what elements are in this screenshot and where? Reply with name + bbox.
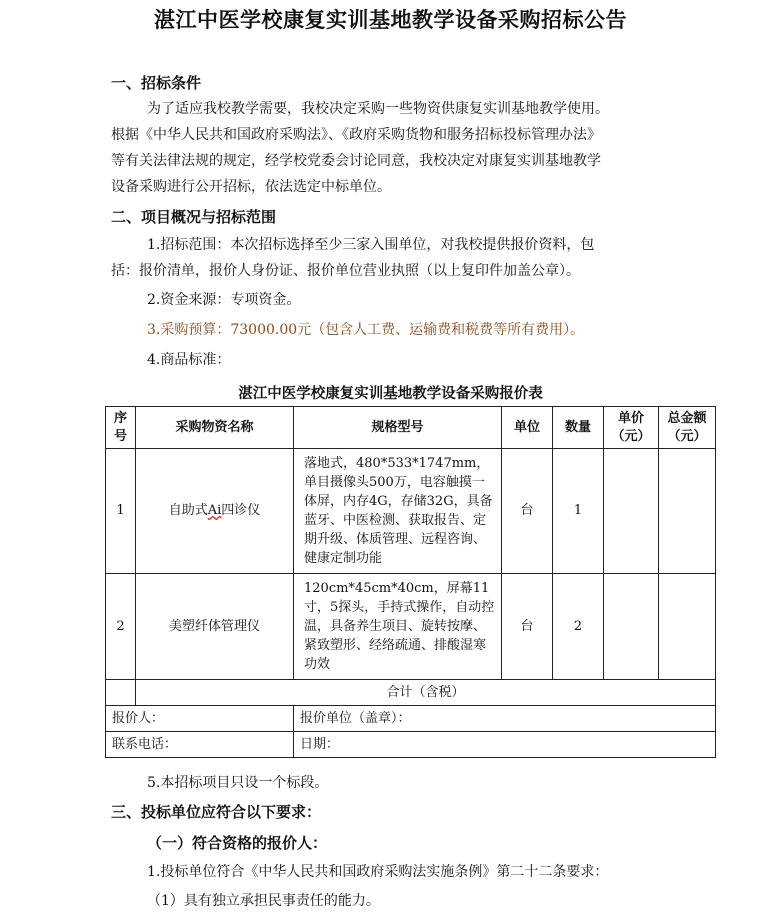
paragraph-line: （1）具有独立承担民事责任的能力。 — [147, 893, 380, 909]
paragraph-line: 为了适应我校教学需要，我校决定采购一些物资供康复实训基地教学使用。 — [147, 101, 609, 117]
quoter-row — [106, 706, 716, 732]
header-unit: 单位 — [502, 407, 553, 449]
name-part: 四诊仪 — [221, 503, 261, 518]
row-unit: 台 — [502, 574, 553, 680]
document-title: 湛江中医学校康复实训基地教学设备采购招标公告 — [154, 8, 627, 32]
section-heading-2: 二、项目概况与招标范围 — [111, 208, 277, 226]
row-seq: 1 — [106, 449, 136, 574]
row-spec: 落地式，480*533*1747mm，单目摄像头500万，电容触摸一体屏，内存4G，存储32G，具备蓝牙、中医检测、获取报告、定期升级、体质管理、远程咨询、健康定制功能 — [294, 449, 502, 574]
name-part: 自助式 — [168, 503, 208, 518]
quote-table — [105, 406, 716, 758]
section-heading-3: 三、投标单位应符合以下要求： — [111, 803, 322, 821]
quote-unit-label: 报价单位（盖章）： — [294, 706, 716, 732]
table-header-row — [106, 407, 716, 449]
subsection-heading: （一）符合资格的报价人： — [147, 834, 328, 852]
paragraph-line: 1.招标范围：本次招标选择至少三家入围单位，对我校提供报价资料，包 — [147, 237, 595, 253]
paragraph-line: 括：报价清单，报价人身份证、报价单位营业执照（以上复印件加盖公章）。 — [111, 263, 580, 279]
row-unit: 台 — [502, 449, 553, 574]
table-caption: 湛江中医学校康复实训基地教学设备采购报价表 — [238, 386, 543, 402]
row-price — [604, 449, 659, 574]
row-total — [659, 574, 716, 680]
quoter-label: 报价人： — [106, 706, 294, 732]
header-spec: 规格型号 — [294, 407, 502, 449]
row-qty: 1 — [553, 449, 604, 574]
paragraph-line: 4.商品标准： — [147, 352, 231, 368]
header-name: 采购物资名称 — [136, 407, 294, 449]
row-seq: 2 — [106, 574, 136, 680]
table-row — [106, 574, 716, 680]
date-label: 日期： — [294, 732, 716, 758]
row-spec: 120cm*45cm*40cm，屏幕11寸，5探头，手持式操作，自动控温，具备养生项目、旋转按摩、紧致塑形、经络疏通、排酸湿寒功效 — [294, 574, 502, 680]
section-heading-1: 一、招标条件 — [111, 74, 202, 92]
header-qty: 数量 — [553, 407, 604, 449]
phone-row — [106, 732, 716, 758]
paragraph-line: 等有关法律法规的规定，经学校党委会讨论同意，我校决定对康复实训基地教学 — [111, 153, 601, 169]
row-name — [136, 449, 294, 574]
paragraph-line: 5.本招标项目只设一个标段。 — [147, 775, 329, 791]
paragraph-line: 根据《中华人民共和国政府采购法》、《政府采购货物和服务招标投标管理办法》 — [111, 127, 601, 143]
paragraph-line: 1.投标单位符合《中华人民共和国政府采购法实施条例》第二十二条要求： — [147, 864, 609, 880]
row-name: 美塑纤体管理仪 — [136, 574, 294, 680]
row-total — [659, 449, 716, 574]
subtotal-label: 合计（含税） — [136, 680, 716, 706]
row-price — [604, 574, 659, 680]
name-part-underlined: Ai — [207, 503, 222, 518]
paragraph-line: 2.资金来源：专项资金。 — [147, 292, 301, 308]
header-seq: 序号 — [106, 407, 136, 449]
header-price: 单价（元） — [604, 407, 659, 449]
budget-line: 3.采购预算：73000.00元（包含人工费、运输费和税费等所有费用）。 — [147, 322, 585, 338]
table-row — [106, 449, 716, 574]
header-total: 总金额（元） — [659, 407, 716, 449]
row-qty: 2 — [553, 574, 604, 680]
subtotal-row — [106, 680, 716, 706]
paragraph-line: 设备采购进行公开招标，依法选定中标单位。 — [111, 179, 391, 195]
phone-label: 联系电话： — [106, 732, 294, 758]
